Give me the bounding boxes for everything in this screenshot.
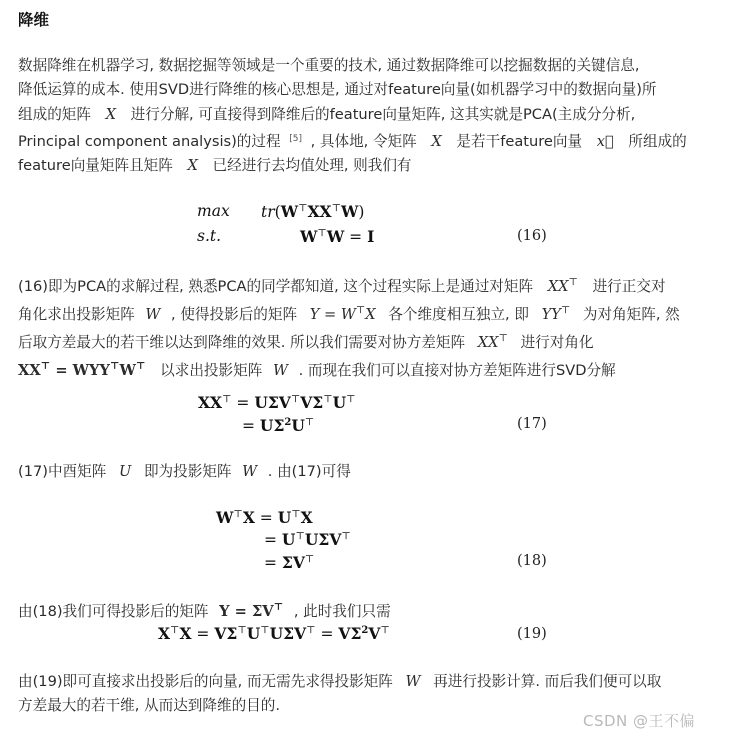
text: 进行对角化 [520, 334, 594, 352]
intro-line-3 [18, 103, 712, 127]
conclusion-line-2: 方差最大的若干维, 从而达到降维的目的. [18, 697, 281, 715]
eq16-number: (16) [517, 228, 547, 244]
math-X: X [187, 157, 198, 175]
text: , 使得投影后的矩阵 [171, 306, 298, 324]
math-X: X [431, 132, 442, 150]
intro-line-1: 数据降维在机器学习, 数据挖掘等领域是一个重要的技术, 通过数据降维可以挖掘数据的关键信息, [18, 57, 640, 74]
eq16-constraint: W⊤W = I [300, 227, 375, 246]
math-Y-eq: Y = W⊤X [309, 305, 376, 324]
text: . 而现在我们可以直接对协方差矩阵进行SVD分解 [298, 362, 616, 380]
text: 已经进行去均值处理, 则我们有 [212, 157, 412, 175]
eq18-line-3: = ΣV⊤ [264, 553, 315, 572]
text: 各个维度相互独立, 即 [388, 306, 529, 324]
text: 进行分解, 可直接得到降维后的feature向量矩阵, 这其实就是PCA(主成分分析, [130, 105, 636, 123]
text: 为对角矩阵, 然 [582, 306, 680, 324]
text: 后取方差最大的若干维以达到降维的效果. 所以我们需要对协方差矩阵 [18, 334, 466, 352]
text: 角化求出投影矩阵 [18, 306, 135, 324]
intro-line-2: 降低运算的成本. 使用SVD进行降维的核心思想是, 通过对feature向量(如机器学习中的数据向量)所 [18, 81, 657, 99]
eq18-number: (18) [517, 553, 547, 569]
text: 即为投影矩阵 [143, 463, 232, 480]
text: (16)即为PCA的求解过程, 熟悉PCA的同学都知道, 这个过程实际上是通过对矩阵 [18, 277, 534, 295]
math-W: W [145, 306, 161, 324]
math-YYT: YY⊤ [541, 305, 571, 324]
text: Principal component analysis)的过程 [18, 132, 281, 150]
math-W: W [272, 362, 288, 380]
text: 由(18)我们可得投影后的矩阵 [18, 602, 209, 620]
text: 所组成的 [628, 132, 687, 150]
text: , 此时我们只需 [293, 602, 391, 620]
math-XXT: XX⊤ [477, 333, 508, 352]
eq16-objective: tr(W⊤XX⊤W) [261, 202, 365, 221]
pca-line-4 [18, 355, 712, 383]
text: . 由(17)可得 [267, 463, 351, 480]
conclusion-line-1 [18, 670, 712, 694]
math-vec-x: x⃗ [596, 132, 614, 150]
unitary-paragraph [18, 460, 712, 484]
intro-line-5 [18, 154, 712, 178]
text: 进行正交对 [592, 277, 666, 295]
math-diag-eq: XX⊤ = WYY⊤W⊤ [18, 361, 146, 380]
text: 再进行投影计算. 而后我们便可以取 [433, 673, 662, 690]
eq18-line-1: W⊤X = U⊤X [216, 508, 313, 527]
text: , 具体地, 令矩阵 [310, 132, 417, 150]
eq19-line: $X^⊤X = V\Sigma^⊤U^⊤U\Sigma V^⊤ = V\Sigma^2V^⊤$ [158, 624, 390, 643]
intro-line-4 [18, 127, 712, 154]
csdn-watermark: CSDN @王不偏 [583, 712, 696, 730]
math-XXT: XX⊤ [547, 277, 578, 295]
text: 由(19)即可直接求出投影后的向量, 而无需先求得投影矩阵 [18, 673, 393, 690]
intro-paragraph [18, 54, 712, 178]
math-W: W [242, 463, 258, 480]
math-Y-svd: Y = ΣV⊤ [219, 602, 284, 620]
eq17-line-2: = $U\Sigma^2U^⊤$ [242, 416, 315, 435]
eq18-line-2: = U⊤UΣV⊤ [264, 530, 351, 549]
pca-paragraph [18, 271, 712, 384]
eq16-max: max [197, 202, 230, 220]
math-X: X [105, 105, 117, 123]
pca-line-1 [18, 271, 712, 299]
text: 以求出投影矩阵 [160, 362, 263, 380]
eq17-line-1: XX⊤ = UΣV⊤VΣ⊤U⊤ [198, 393, 356, 412]
math-U: U [118, 463, 132, 480]
section-heading: 降维 [18, 11, 50, 29]
text: 组成的矩阵 [18, 105, 91, 123]
text: (17)中酉矩阵 [18, 463, 107, 480]
text: feature向量矩阵且矩阵 [18, 157, 173, 175]
pca-line-2 [18, 299, 712, 327]
citation-link[interactable]: [5] [289, 133, 302, 144]
projection-paragraph [18, 596, 712, 624]
eq19-number: (19) [517, 626, 547, 642]
eq17-number: (17) [517, 416, 547, 432]
pca-line-3 [18, 327, 712, 355]
eq16-st: s.t. [197, 227, 222, 245]
math-W: W [405, 673, 421, 690]
text: 是若干feature向量 [456, 132, 583, 150]
